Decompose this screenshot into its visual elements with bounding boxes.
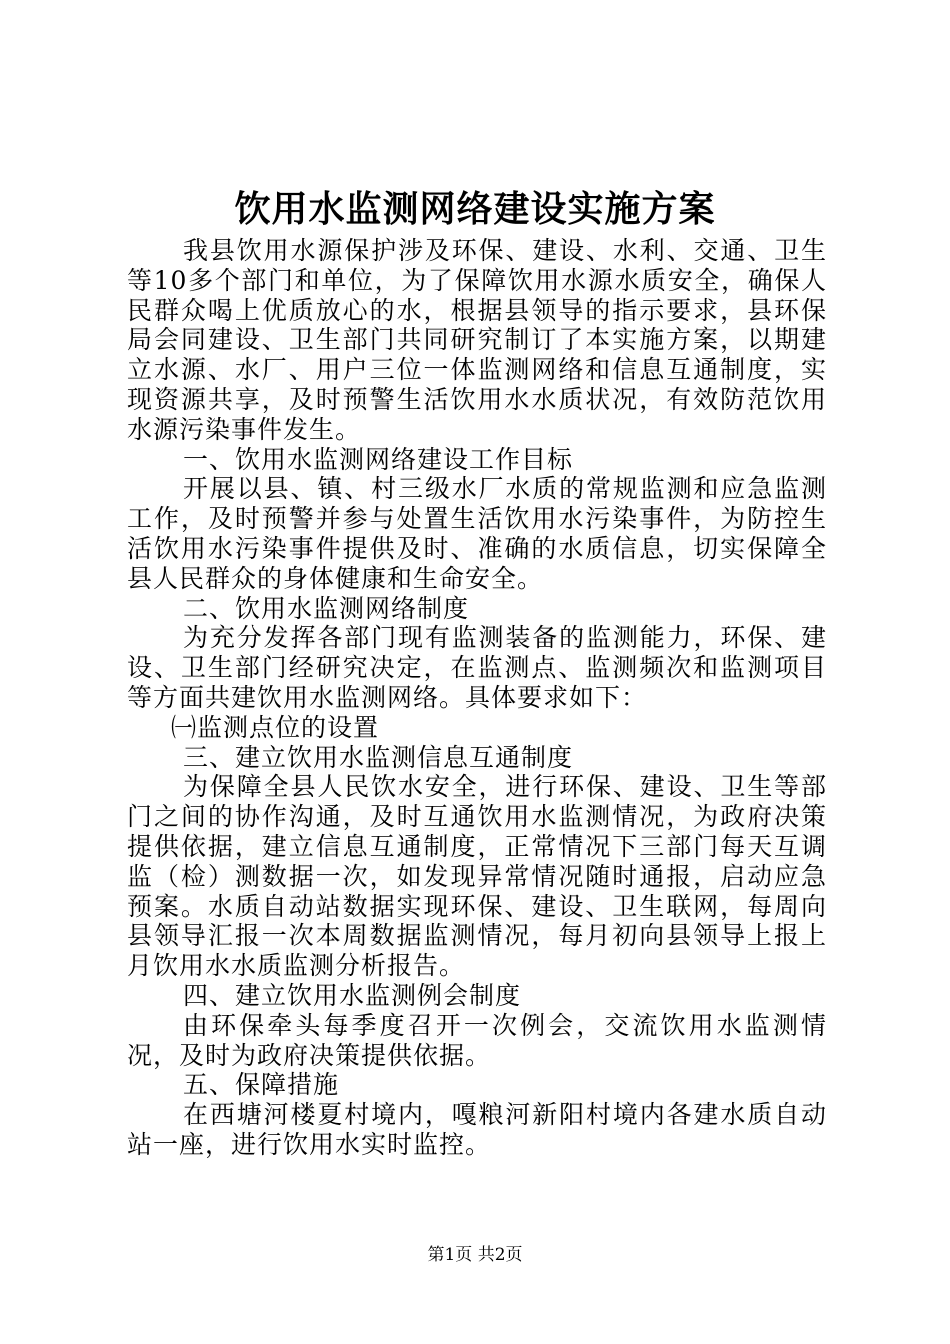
section-paragraph-1: 开展以县、镇、村三级水厂水质的常规监测和应急监测工作，及时预警并参与处置生活饮用水污染事件，为防控生活饮用水污染事件提供及时、准确的水质信息，切实保障全县人民群众的身体健康和生命安全。 <box>127 474 827 593</box>
subsection-heading-2-1: ㈠监测点位的设置 <box>171 712 380 742</box>
section-heading-3: 三、建立饮用水监测信息互通制度 <box>183 742 574 772</box>
section-paragraph-3: 为保障全县人民饮水安全，进行环保、建设、卫生等部门之间的协作沟通，及时互通饮用水监测情况，为政府决策提供依据，建立信息互通制度，正常情况下三部门每天互调监（检）测数据一次，如发现异常情况随时通报，启动应急预案。水质自动站数据实现环保、建设、卫生联网，每周向县领导汇报一次本周数据监测情况，每月初向县领导上报上月饮用水水质监测分析报告。 <box>127 772 827 981</box>
section-heading-1: 一、饮用水监测网络建设工作目标 <box>183 444 574 474</box>
section-heading-4: 四、建立饮用水监测例会制度 <box>183 980 522 1010</box>
section-paragraph-5: 在西塘河楼夏村境内，嘎粮河新阳村境内各建水质自动站一座，进行饮用水实时监控。 <box>127 1100 827 1159</box>
document-title: 饮用水监测网络建设实施方案 <box>234 188 716 230</box>
section-paragraph-4: 由环保牵头每季度召开一次例会，交流饮用水监测情况，及时为政府决策提供依据。 <box>127 1010 827 1070</box>
intro-paragraph: 我县饮用水源保护涉及环保、建设、水利、交通、卫生等10多个部门和单位，为了保障饮用水源水质安全，确保人民群众喝上优质放心的水，根据县领导的指示要求，县环保局会同建设、卫生部门共同研究制订了本实施方案，以期建立水源、水厂、用户三位一体监测网络和信息互通制度，实现资源共享，及时预警生活饮用水水质状况，有效防范饮用水源污染事件发生。 <box>127 236 827 444</box>
section-heading-5: 五、保障措施 <box>183 1070 340 1100</box>
page-number-footer: 第1页 共2页 <box>427 1245 523 1265</box>
document-body <box>127 236 827 1160</box>
section-paragraph-2: 为充分发挥各部门现有监测装备的监测能力，环保、建设、卫生部门经研究决定，在监测点、监测频次和监测项目等方面共建饮用水监测网络。具体要求如下： <box>127 623 827 712</box>
section-heading-2: 二、饮用水监测网络制度 <box>183 593 470 623</box>
